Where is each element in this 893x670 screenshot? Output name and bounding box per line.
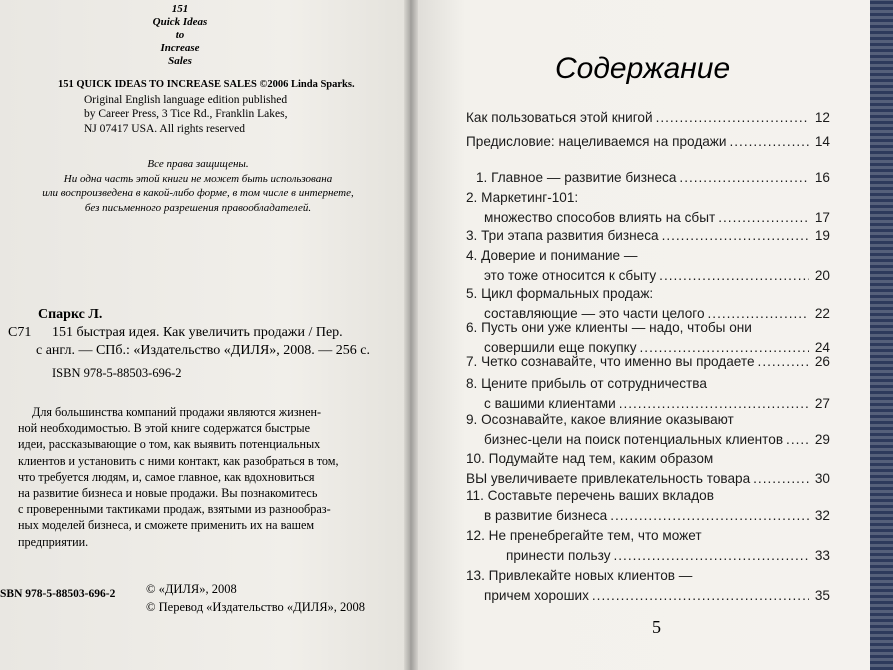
copyright-line: NJ 07417 USA. All rights reserved bbox=[84, 122, 245, 135]
abstract-line: с проверенными тактиками продаж, взятыми из разнообраз- bbox=[18, 502, 331, 517]
toc-entry-label: совершили еще покупку bbox=[484, 340, 637, 355]
toc-entry bbox=[466, 566, 830, 606]
catalog-isbn: ISBN 978-5-88503-696-2 bbox=[52, 366, 182, 380]
toc-title: Содержание bbox=[555, 52, 731, 85]
toc-entry-page: 33 bbox=[814, 548, 830, 563]
toc-entry-label: 13. Привлекайте новых клиентов — bbox=[466, 568, 693, 583]
catalog-line: 151 быстрая идея. Как увеличить продажи / Пер. bbox=[52, 325, 343, 340]
toc-entry-label: множество способов влиять на сбыт bbox=[484, 210, 716, 225]
toc-entry-label: Как пользоваться этой книгой bbox=[466, 110, 653, 125]
leader-dots bbox=[786, 430, 809, 450]
abstract-line: идеи, рассказывающие о том, как выявить потенциальных bbox=[18, 437, 321, 452]
leader-dots bbox=[679, 168, 809, 188]
background-edge bbox=[870, 0, 893, 670]
toc-entry-label: ВЫ увеличиваете привлекательность товара bbox=[466, 471, 751, 486]
book-gutter bbox=[404, 0, 418, 670]
toc-entry-label: 8. Цените прибыль от сотрудничества bbox=[466, 376, 707, 391]
toc-entry-label: составляющие — это части целого bbox=[484, 306, 705, 321]
toc-entry-label: 11. Составьте перечень ваших вкладов bbox=[466, 488, 714, 503]
toc-entry-page: 16 bbox=[814, 170, 830, 185]
abstract bbox=[18, 404, 348, 550]
toc-entry-label: 6. Пусть они уже клиенты — надо, чтобы они bbox=[466, 320, 752, 335]
catalog-line: с англ. — СПб.: «Издательство «ДИЛЯ», 2008. — 256 с. bbox=[36, 343, 371, 358]
original-title-line: Sales bbox=[168, 55, 192, 67]
toc-entry-label: 2. Маркетинг-101: bbox=[466, 190, 579, 205]
toc-entry-label: Предисловие: нацеливаемся на продажи bbox=[466, 134, 727, 149]
toc-entry-label: 9. Осознавайте, какое влияние оказывают bbox=[466, 412, 734, 427]
abstract-line: Для большинства компаний продажи являются жизнен- bbox=[32, 405, 322, 419]
toc-entry bbox=[466, 246, 830, 286]
toc-entry-page: 12 bbox=[814, 110, 830, 125]
toc-entry bbox=[466, 108, 830, 128]
publisher-copyright: © «ДИЛЯ», 2008 bbox=[146, 582, 237, 596]
rights-line: Ни одна часть этой книги не может быть использована bbox=[63, 172, 333, 185]
leader-dots bbox=[656, 108, 809, 128]
original-title-line: Quick Ideas bbox=[152, 16, 208, 28]
toc-entry bbox=[466, 188, 830, 228]
toc-entry bbox=[466, 486, 830, 526]
toc-entry bbox=[466, 526, 830, 566]
original-title bbox=[140, 3, 220, 68]
catalog-author: Спаркс Л. bbox=[38, 307, 103, 322]
toc-entry-label: в развитие бизнеса bbox=[484, 508, 608, 523]
toc-entry-label: 10. Подумайте над тем, каким образом bbox=[466, 451, 714, 466]
toc-entry-label: бизнес-цели на поиск потенциальных клиентов bbox=[484, 432, 784, 447]
toc-entry-label: принести пользу bbox=[506, 548, 611, 563]
rights-line: Все права защищены. bbox=[147, 158, 249, 170]
abstract-line: на развитие бизнеса и новые продажи. Вы познакомитесь bbox=[18, 486, 318, 501]
page-number: 5 bbox=[652, 617, 661, 637]
original-title-line: Increase bbox=[160, 42, 200, 54]
toc-entry-page: 14 bbox=[814, 134, 830, 149]
toc-entry-label: причем хороших bbox=[484, 588, 589, 603]
leader-dots bbox=[614, 546, 810, 566]
toc-entry-page: 22 bbox=[814, 306, 830, 321]
rights-notice bbox=[18, 157, 378, 215]
original-title-line: to bbox=[175, 29, 185, 41]
toc-entry-label: с вашими клиентами bbox=[484, 396, 616, 411]
toc-entry-label: 7. Четко сознавайте, что именно вы продаете bbox=[466, 354, 755, 369]
leader-dots bbox=[592, 586, 809, 606]
toc-entry-page: 35 bbox=[814, 588, 830, 603]
abstract-line: ных моделей бизнеса, и сможете применить их на вашем bbox=[18, 518, 315, 533]
leader-dots bbox=[718, 208, 809, 228]
toc-entry bbox=[466, 410, 830, 450]
toc-entry bbox=[466, 449, 830, 489]
toc-entry bbox=[466, 226, 830, 246]
rights-line: без письменного разрешения правообладателей. bbox=[84, 201, 312, 214]
toc-entry-label: 5. Цикл формальных продаж: bbox=[466, 286, 654, 301]
toc-entry-label: 3. Три этапа развития бизнеса bbox=[466, 228, 659, 243]
toc-entry bbox=[466, 374, 830, 414]
original-title-line: 151 bbox=[171, 3, 189, 15]
toc-entry-page: 20 bbox=[814, 268, 830, 283]
toc-entry-label: 1. Главное — развитие бизнеса bbox=[476, 170, 677, 185]
abstract-line: что требуется людям, и, самое главное, как вдохновиться bbox=[18, 469, 315, 484]
toc-entry-page: 17 bbox=[814, 210, 830, 225]
toc-entry bbox=[466, 132, 830, 152]
copyright-line: by Career Press, 3 Tice Rd., Franklin Lakes, bbox=[84, 108, 288, 120]
toc-entry-label: 12. Не пренебрегайте тем, что может bbox=[466, 528, 702, 543]
copyright-line: Original English language edition published bbox=[84, 93, 288, 106]
abstract-line: ной необходимостью. В этой книге содержатся быстрые bbox=[18, 421, 311, 436]
left-page bbox=[0, 0, 410, 670]
footer-isbn: SBN 978-5-88503-696-2 bbox=[0, 588, 116, 600]
toc-entry-page: 29 bbox=[814, 432, 830, 447]
translation-copyright: © Перевод «Издательство «ДИЛЯ», 2008 bbox=[146, 600, 366, 614]
leader-dots bbox=[659, 266, 809, 286]
toc-entry-page: 19 bbox=[814, 228, 830, 243]
toc-entry-page: 30 bbox=[814, 471, 830, 486]
toc-entry-label: 4. Доверие и понимание — bbox=[466, 248, 638, 263]
toc-entry-page: 26 bbox=[814, 354, 830, 369]
copyright-line: 151 QUICK IDEAS TO INCREASE SALES ©2006 Linda Sparks. bbox=[58, 79, 355, 90]
leader-dots bbox=[610, 506, 809, 526]
copyright-block bbox=[58, 78, 358, 136]
toc-entry-page: 27 bbox=[814, 396, 830, 411]
toc-entry-page: 32 bbox=[814, 508, 830, 523]
toc-entry-label: это тоже относится к сбыту bbox=[484, 268, 657, 283]
toc-entry bbox=[466, 352, 830, 372]
rights-line: или воспроизведена в какой-либо форме, в том числе в интернете, bbox=[42, 187, 354, 199]
catalog-code: С71 bbox=[8, 325, 32, 340]
toc-entry-page: 24 bbox=[814, 340, 830, 355]
toc-entry bbox=[466, 168, 830, 188]
leader-dots bbox=[662, 226, 809, 246]
abstract-line: клиентов и установить с ними контакт, как разобраться в том, bbox=[18, 453, 339, 468]
leader-dots bbox=[758, 352, 809, 372]
abstract-line: предприятии. bbox=[18, 534, 89, 549]
leader-dots bbox=[730, 132, 810, 152]
